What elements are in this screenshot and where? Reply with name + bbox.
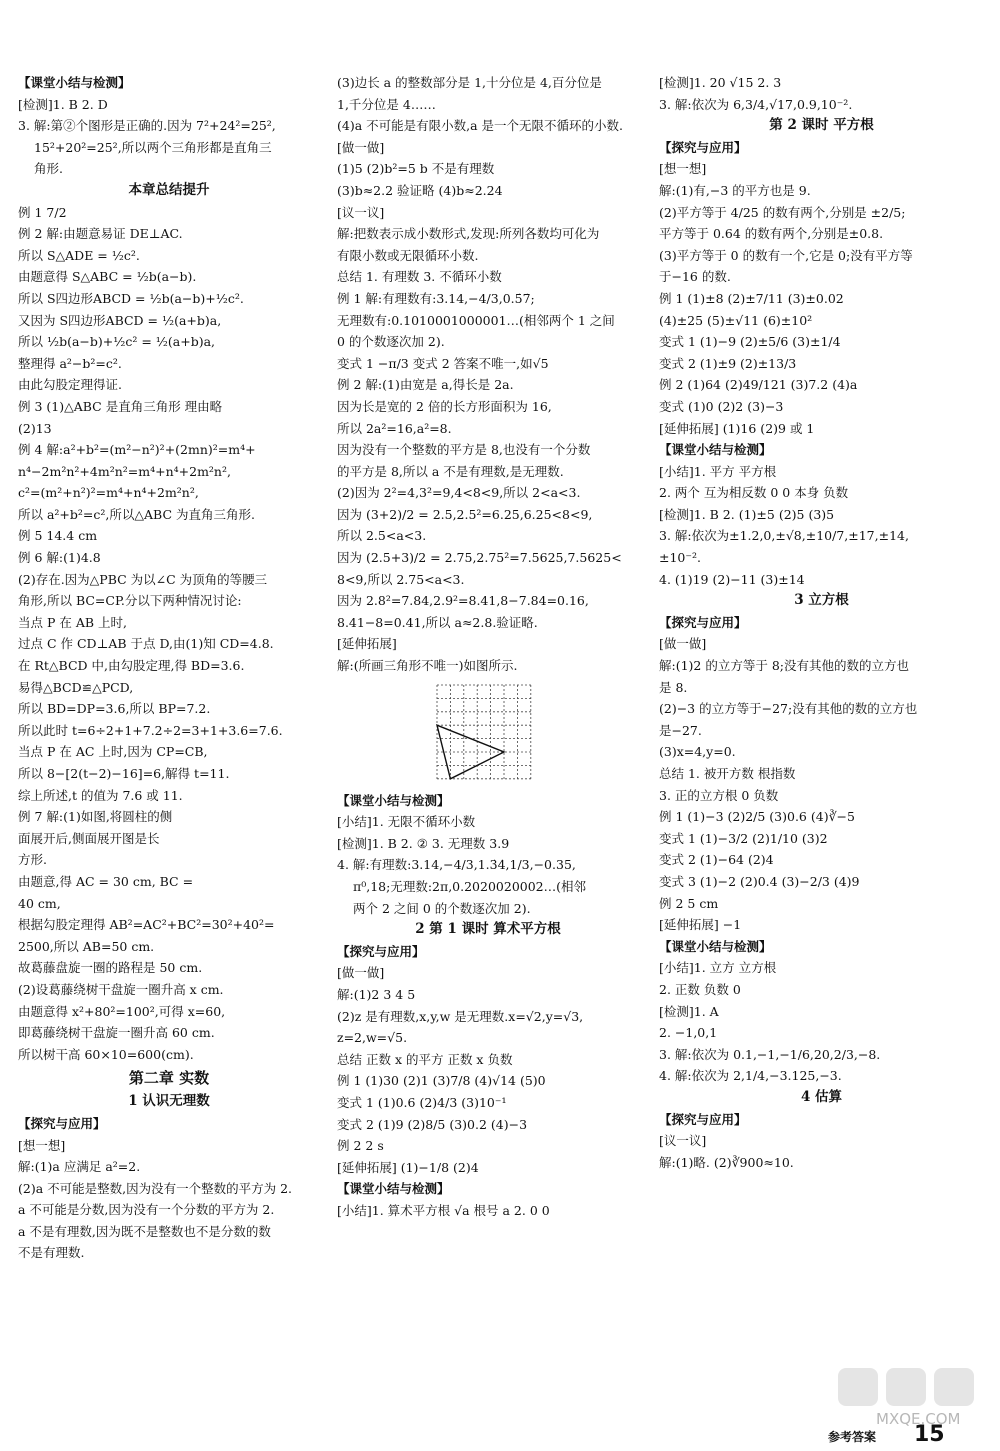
answer-line: 变式 2 (1)±9 (2)±13/3 <box>659 355 797 371</box>
answer-line: 40 cm, <box>18 895 61 911</box>
answer-line: 角形,所以 BC=CP.分以下两种情况讨论: <box>18 593 242 609</box>
section-heading: 【课堂小结与检测】 <box>337 1181 450 1197</box>
answer-line: [检测]1. A <box>659 1003 719 1019</box>
answer-line: [检测]1. B 2. D <box>18 96 108 112</box>
answer-line: 变式 2 (1)9 (2)8/5 (3)0.2 (4)−3 <box>337 1116 528 1132</box>
answer-line: 变式 (1)0 (2)2 (3)−3 <box>659 398 784 414</box>
answer-line: [想一想] <box>18 1137 66 1153</box>
answer-line: 例 2 解:(1)由宽是 a,得长是 2a. <box>337 377 514 393</box>
answer-line: (2)z 是有理数,x,y,w 是无理数.x=√2,y=√3, <box>337 1008 584 1024</box>
page-number: 15 <box>914 1422 945 1447</box>
answer-line: 当点 P 在 AC 上时,因为 CP=CB, <box>18 744 208 760</box>
answer-line: 2. 两个 互为相反数 0 0 本身 负数 <box>659 485 849 501</box>
answer-line: 3. 解:依次为±1.2,0,±√8,±10/7,±17,±14, <box>659 528 909 544</box>
answer-line: [检测]1. B 2. (1)±5 (2)5 (3)5 <box>659 506 835 522</box>
answer-line: 面展开后,侧面展开图是长 <box>18 830 160 846</box>
answer-line: 例 6 解:(1)4.8 <box>18 550 101 566</box>
section-heading: 【课堂小结与检测】 <box>659 938 772 954</box>
answer-line: 0 的个数逐次加 2). <box>337 334 445 350</box>
answer-line: 故葛藤盘旋一圈的路程是 50 cm. <box>18 960 203 976</box>
answer-line: a 不可能是分数,因为没有一个分数的平方为 2. <box>18 1202 275 1218</box>
answer-line: (1)5 (2)b²=5 b 不是有理数 <box>337 161 495 177</box>
answer-line: [小结]1. 立方 立方根 <box>659 960 777 976</box>
chapter-heading: 本章总结提升 <box>128 181 210 198</box>
answer-line: 因为 (2.5+3)/2 = 2.75,2.75²=7.5625,7.5625< <box>337 550 622 566</box>
answer-line: [检测]1. 20 √15 2. 3 <box>659 75 782 90</box>
answer-line: [延伸拓展] (1)16 (2)9 或 1 <box>659 420 815 436</box>
answer-line: 所以 2.5<a<3. <box>337 528 427 544</box>
answer-line: 在 Rt△BCD 中,由勾股定理,得 BD=3.6. <box>18 658 245 674</box>
answer-line: [做一做] <box>659 636 707 652</box>
answer-line: 整理得 a²−b²=c². <box>18 355 122 371</box>
answer-line: [想一想] <box>659 161 707 177</box>
answer-line: 3. 正的立方根 0 负数 <box>659 787 779 803</box>
answer-line: 角形. <box>34 161 63 177</box>
answer-line: 例 1 解:有理数有:3.14,−4/3,0.5̇7̇; <box>337 290 535 306</box>
answer-line: (3)b≈2.2 验证略 (4)b≈2.24 <box>337 182 503 198</box>
answer-line: 因为长是宽的 2 倍的长方形面积为 16, <box>337 398 552 414</box>
answer-line: 解:(1)a 应满足 a²=2. <box>18 1159 141 1175</box>
answer-line: 变式 1 (1)−9 (2)±5/6 (3)±1/4 <box>659 334 841 350</box>
answer-line: 4. 解:依次为 2,1/4,−3.125,−3. <box>659 1068 842 1084</box>
watermark-text: MXQE.COM <box>876 1410 961 1428</box>
column-middle <box>337 72 639 1222</box>
answer-line: 例 5 14.4 cm <box>18 528 98 544</box>
answer-line: 由题意得 S△ABC = ½b(a−b). <box>18 269 197 285</box>
answer-line: (2)存在.因为△PBC 为以∠C 为顶角的等腰三 <box>18 571 268 587</box>
section-heading: 【探究与应用】 <box>659 614 747 630</box>
answer-line: 2500,所以 AB=50 cm. <box>18 938 155 954</box>
answer-line: 解:(1)2 3 4 5 <box>337 986 416 1002</box>
section-heading: 【探究与应用】 <box>337 943 425 959</box>
answer-line: 因为 (3+2)/2 = 2.5,2.5²=6.25,6.25<8<9, <box>337 506 593 522</box>
answer-line: 解:(1)有,−3 的平方也是 9. <box>659 182 811 198</box>
answer-line: 所以 a²+b²=c²,所以△ABC 为直角三角形. <box>18 506 255 522</box>
answer-line: 所以树干高 60×10=600(cm). <box>18 1046 194 1062</box>
answer-line: 根据勾股定理得 AB²=AC²+BC²=30²+40²= <box>18 917 275 933</box>
section-heading: 【探究与应用】 <box>659 1111 747 1127</box>
answer-line: a 不是有理数,因为既不是整数也不是分数的数 <box>18 1223 271 1239</box>
answer-line: n⁴−2m²n²+4m²n²=m⁴+n⁴+2m²n², <box>18 463 231 479</box>
answer-line: (2)因为 2²=4,3²=9,4<8<9,所以 2<a<3. <box>337 485 581 501</box>
answer-line: 2. 正数 负数 0 <box>659 981 741 997</box>
answer-line: 解:(1)略. (2)∛900≈10. <box>659 1154 794 1170</box>
answer-line: 1,千分位是 4…… <box>337 96 436 112</box>
answer-line: [延伸拓展] (1)−1/8 (2)4 <box>337 1159 479 1175</box>
answer-line: (2)13 <box>18 420 52 436</box>
answer-line: 过点 C 作 CD⊥AB 于点 D,由(1)知 CD=4.8. <box>18 636 274 652</box>
answer-line: 由题意,得 AC = 30 cm, BC = <box>18 873 194 889</box>
answer-line: 例 4 解:a²+b²=(m²−n²)²+(2mn)²=m⁴+ <box>18 442 256 458</box>
answer-line: 因为 2.8²=7.84,2.9²=8.41,8−7.84=0.16, <box>337 593 589 609</box>
answer-line: 有限小数或无限循环小数. <box>337 247 479 263</box>
answer-line: 例 1 (1)30 (2)1 (3)7/8 (4)√14 (5)0 <box>337 1073 546 1089</box>
chapter-heading: 第 2 课时 平方根 <box>769 117 874 134</box>
answer-line: 当点 P 在 AB 上时, <box>18 614 127 630</box>
answer-line: 的平方是 8,所以 a 不是有理数,是无理数. <box>337 463 564 479</box>
answer-line: 两个 2 之间 0 的个数逐次加 2). <box>353 900 531 916</box>
answer-line: (2)平方等于 4/25 的数有两个,分别是 ±2/5; <box>659 204 906 220</box>
answer-line: 不是有理数. <box>18 1245 85 1261</box>
answer-line: 例 2 解:由题意易证 DE⊥AC. <box>18 226 183 242</box>
answer-line: [小结]1. 平方 平方根 <box>659 463 777 479</box>
chapter-heading: 4 估算 <box>800 1088 843 1105</box>
chapter-heading: 3 立方根 <box>794 592 849 609</box>
section-heading: 【课堂小结与检测】 <box>659 442 772 458</box>
answer-line: 4. (1)19 (2)−11 (3)±14 <box>659 571 805 587</box>
answer-line: c²=(m²+n²)²=m⁴+n⁴+2m²n², <box>18 485 199 501</box>
answer-line: 例 3 (1)△ABC 是直角三角形 理由略 <box>18 398 223 414</box>
chapter-heading: 2 第 1 课时 算术平方根 <box>415 921 561 938</box>
answer-line: 例 1 7/2 <box>18 204 67 220</box>
section-heading: 【探究与应用】 <box>659 139 747 155</box>
answer-line: (2)−3 的立方等于−27;没有其他的数的立方也 <box>659 701 918 717</box>
column-right <box>659 72 984 1173</box>
answer-line: 例 1 (1)−3 (2)2/5 (3)0.6 (4)∛−5 <box>659 809 855 825</box>
answer-line: [做一做] <box>337 139 385 155</box>
answer-line: 解:(所画三角形不唯一)如图所示. <box>337 658 518 674</box>
answer-line: [小结]1. 算术平方根 √a 根号 a 2. 0 0 <box>337 1202 550 1218</box>
answer-line: (4)a 不可能是有限小数,a 是一个无限不循环的小数. <box>337 118 624 134</box>
chapter-heading: 第二章 实数 <box>128 1069 210 1088</box>
answer-line: (2)设葛藤绕树干盘旋一圈升高 x cm. <box>18 981 224 997</box>
answer-line: (3)平方等于 0 的数有一个,它是 0;没有平方等 <box>659 247 913 263</box>
answer-line: 变式 1 −π/3 变式 2 答案不唯一,如√5 <box>337 355 549 371</box>
answer-line: [延伸拓展] −1 <box>659 917 742 933</box>
answer-line: 例 7 解:(1)如图,将圆柱的侧 <box>18 809 173 825</box>
answer-line: 易得△BCD≌△PCD, <box>18 679 134 695</box>
section-heading: 【课堂小结与检测】 <box>18 75 131 90</box>
answer-line: 是−27. <box>659 722 702 738</box>
footer-label: 参考答案 <box>828 1430 877 1444</box>
answer-line: 例 2 2 s <box>337 1138 384 1154</box>
answer-line: 所以 BD=DP=3.6,所以 BP=7.2. <box>18 701 211 717</box>
answer-line: 无理数有:0.1010001000001…(相邻两个 1 之间 <box>337 312 615 328</box>
answer-line: 由此勾股定理得证. <box>18 377 122 393</box>
answer-line: π⁰,18;无理数:2π,0.2020020002…(相邻 <box>353 879 587 894</box>
answer-line: 变式 3 (1)−2 (2)0.4 (3)−2/3 (4)9 <box>659 873 860 889</box>
answer-line: [延伸拓展] <box>337 636 397 652</box>
section-heading: 【课堂小结与检测】 <box>337 792 450 808</box>
grid-triangle-figure <box>435 683 533 781</box>
answer-line: (3)x=4,y=0. <box>659 744 736 760</box>
answer-line: 例 2 (1)64 (2)49/121 (3)7.2 (4)a <box>659 377 858 393</box>
answer-line: 所以 ½b(a−b)+½c² = ½(a+b)a, <box>18 334 216 350</box>
answer-line: 8<9,所以 2.75<a<3. <box>337 571 465 587</box>
answer-line: [检测]1. B 2. ② 3. 无理数 3.9 <box>337 835 510 851</box>
answer-line: 变式 1 (1)0.6 (2)4/3 (3)10⁻¹ <box>337 1094 507 1110</box>
answer-line: 变式 1 (1)−3/2 (2)1/10 (3)2 <box>659 830 828 846</box>
answer-line: 例 1 (1)±8 (2)±7/11 (3)±0.02 <box>659 290 844 306</box>
answer-line: [小结]1. 无限不循环小数 <box>337 814 476 830</box>
answer-line: 3. 解:依次为 6,3/4,√17,0.9,10⁻². <box>659 96 853 112</box>
answer-line: [做一做] <box>337 965 385 981</box>
answer-line: 又因为 S四边形ABCD = ½(a+b)a, <box>18 312 222 328</box>
answer-line: 因为没有一个整数的平方是 8,也没有一个分数 <box>337 442 591 458</box>
answer-line: (4)±25 (5)±√11 (6)±10² <box>659 312 813 328</box>
answer-line: 15²+20²=25²,所以两个三角形都是直角三 <box>34 139 272 155</box>
answer-line: 所以 8−[2(t−2)−16]=6,解得 t=11. <box>18 766 230 781</box>
answer-line: (2)a 不可能是整数,因为没有一个整数的平方为 2. <box>18 1180 293 1196</box>
answer-line: 8.41−8=0.41,所以 a≈2.8.验证略. <box>337 614 538 630</box>
answer-line: 解:(1)2 的立方等于 8;没有其他的数的立方也 <box>659 658 909 674</box>
answer-line: 所以 S四边形ABCD = ½b(a−b)+½c². <box>18 290 244 306</box>
answer-line: 3. 解:第②个图形是正确的.因为 7²+24²=25², <box>18 118 276 134</box>
answer-line: 2. −1,0,1 <box>659 1025 718 1041</box>
chapter-heading: 1 认识无理数 <box>128 1093 210 1110</box>
answer-line: 综上所述,t 的值为 7.6 或 11. <box>18 787 183 803</box>
column-left <box>18 72 320 1264</box>
answer-line: 例 2 5 cm <box>659 895 719 911</box>
answer-line: 于−16 的数. <box>659 269 731 285</box>
answer-line: 即葛藤绕树干盘旋一圈升高 60 cm. <box>18 1025 215 1041</box>
answer-line: 是 8. <box>659 679 688 695</box>
answer-line: 方形. <box>18 852 47 868</box>
answer-line: 3. 解:依次为 0.1,−1,−1/6,20,2/3,−8. <box>659 1046 881 1062</box>
answer-line: 所以此时 t=6÷2+1+7.2÷2=3+1+3.6=7.6. <box>18 722 283 738</box>
answer-line: 总结 1. 有理数 3. 不循环小数 <box>337 269 502 285</box>
answer-line: 所以 S△ADE = ½c². <box>18 247 140 263</box>
section-heading: 【探究与应用】 <box>18 1115 106 1131</box>
answer-line: 总结 1. 被开方数 根指数 <box>659 766 796 781</box>
answer-line: [议一议] <box>337 204 385 220</box>
answer-line: 解:把数表示成小数形式,发现:所列各数均可化为 <box>337 226 600 242</box>
answer-line: 总结 正数 x 的平方 正数 x 负数 <box>337 1051 513 1067</box>
answer-line: 变式 2 (1)−64 (2)4 <box>659 852 774 868</box>
answer-line: ±10⁻². <box>659 550 701 566</box>
answer-line: 所以 2a²=16,a²=8. <box>337 420 452 436</box>
answer-line: 4. 解:有理数:3.14,−4/3,1.3̇4̇,1/3,−0.35, <box>337 857 576 873</box>
answer-line: 由题意得 x²+80²=100²,可得 x=60, <box>18 1003 226 1019</box>
answer-line: z=2,w=√5. <box>337 1030 408 1046</box>
answer-line: (3)边长 a 的整数部分是 1,十分位是 4,百分位是 <box>337 75 602 90</box>
answer-line: [议一议] <box>659 1133 707 1149</box>
answer-line: 平方等于 0.64 的数有两个,分别是±0.8. <box>659 226 884 242</box>
